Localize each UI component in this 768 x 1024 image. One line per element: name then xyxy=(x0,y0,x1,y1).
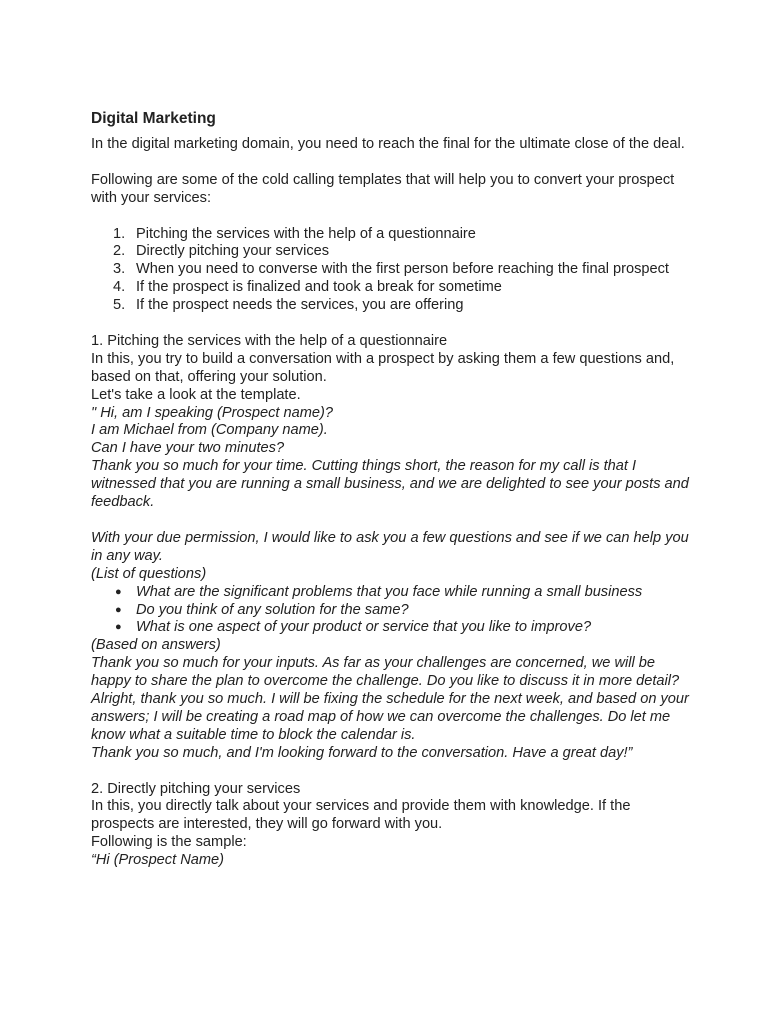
list-item: 5. If the prospect needs the services, you are offering xyxy=(113,297,464,314)
list-item: ● What are the significant problems that you face while running a small business xyxy=(115,583,643,600)
bullet-icon: ● xyxy=(115,603,122,616)
list-item: 1. Pitching the services with the help of a questionnaire xyxy=(113,225,476,242)
script-line: Thank you so much for your time. Cutting things short, the reason for my call is that I witnessed that you are running a small business, and we are delighted to see your posts and feedback. xyxy=(91,458,689,511)
section-1-heading: 1. Pitching the services with the help of a questionnaire xyxy=(91,332,448,349)
closing-line: Thank you so much for your inputs. As far as your challenges are concerned, we will be happy to share the plan to overcome the challenge. Do you like to discuss it in more detail? xyxy=(91,655,680,690)
sample-label: Following is the sample: xyxy=(91,834,247,851)
questions-list xyxy=(91,584,691,638)
list-item: 2. Directly pitching your services xyxy=(113,243,330,260)
script-line: " Hi, am I speaking (Prospect name)? xyxy=(91,404,334,421)
bullet-icon: ● xyxy=(115,621,122,634)
following-paragraph: Following are some of the cold calling templates that will help you to convert your prospect with your services: xyxy=(91,171,675,206)
section-2-description: In this, you directly talk about your services and provide them with knowledge. If the prospects are interested, they will go forward with you. xyxy=(91,798,631,833)
sample-opening-line: “Hi (Prospect Name) xyxy=(91,852,224,869)
list-of-questions-label: (List of questions) xyxy=(91,565,207,582)
list-item: 3. When you need to converse with the first person before reaching the final prospect xyxy=(113,261,669,278)
intro-paragraph: In the digital marketing domain, you need to reach the final for the ultimate close of the deal. xyxy=(91,136,685,152)
template-intro: Let's take a look at the template. xyxy=(91,386,301,403)
list-item: ● Do you think of any solution for the same? xyxy=(115,601,409,618)
section-1-description: In this, you try to build a conversation with a prospect by asking them a few questions and, based on that, offering your solution. xyxy=(91,350,675,385)
closing-line: Alright, thank you so much. I will be fixing the schedule for the next week, and based on your answers; I will be creating a road map of how we can overcome the challenges. Do let me know what a suitable time to block the calendar is. xyxy=(91,691,689,743)
bullet-icon: ● xyxy=(115,585,122,598)
permission-line: With your due permission, I would like to ask you a few questions and see if we can help you in any way. xyxy=(91,529,689,564)
script-line: Can I have your two minutes? xyxy=(91,440,285,457)
list-item: ● What is one aspect of your product or service that you like to improve? xyxy=(115,619,592,636)
script-line: I am Michael from (Company name). xyxy=(91,422,328,439)
section-2-heading: 2. Directly pitching your services xyxy=(91,780,301,797)
templates-list xyxy=(91,226,691,316)
closing-line: Thank you so much, and I'm looking forward to the conversation. Have a great day!” xyxy=(91,744,633,761)
list-item: 4. If the prospect is finalized and took a break for sometime xyxy=(113,279,502,296)
based-on-answers-label: (Based on answers) xyxy=(91,637,221,654)
document-content xyxy=(91,108,691,870)
document-title: Digital Marketing xyxy=(91,110,216,127)
